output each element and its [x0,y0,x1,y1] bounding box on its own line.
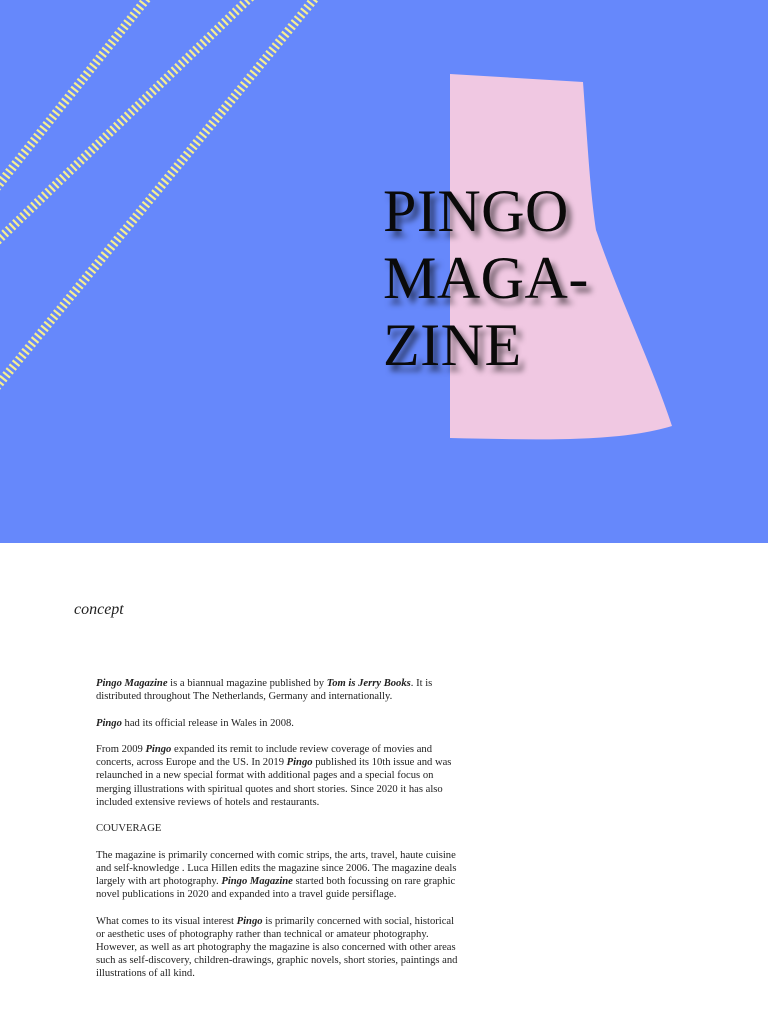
emphasis-pingo-magazine: Pingo Magazine [96,678,168,689]
text: published its 10th issue and was relaunched in a new special format with additional pages and a special focus on merging illustrations with spiritual quotes and short stories. Since 2020 it has also included extensive reviews of hotels and restaurants. [96,757,452,808]
title-line-1: PINGO [383,178,569,244]
paragraph-release [96,717,462,730]
emphasis-pingo: Pingo [236,915,263,927]
paragraph-visual-interest [96,915,462,981]
text: is primarily concerned with social, historical or aesthetic uses of photography rather than technical or amateur photography. However, as well as art photography the magazine is also concerned with other areas such as self-discovery, children-drawings, graphic novels, short stories, paintings and illustrations of all kind. [96,915,458,980]
title-line-2: MAGA- [383,245,589,311]
magazine-title [383,178,589,379]
paragraph-intro [96,677,462,703]
text: started both focussing on rare graphic novel publications in 2020 and expanded into a travel guide persiflage. [96,875,456,901]
text: had its official release in Wales in 2008. [121,717,294,729]
zipper-stripe-2 [0,0,256,248]
text: is a biannual magazine published by [167,678,327,689]
emphasis-pingo: Pingo [96,717,122,729]
text: expanded its remit to include review coverage of movies and concerts, across Europe and the US. In 2019 [96,743,432,769]
emphasis-pingo: Pingo [286,757,313,769]
emphasis-pingo: Pingo [145,743,172,755]
text: From 2009 [96,743,146,755]
concept-heading: concept [74,601,124,618]
emphasis-publisher: Tom is Jerry Books [326,678,411,689]
title-line-3: ZINE [383,312,522,378]
paragraph-history [96,743,462,809]
concept-article [96,677,462,994]
section-label-couverage: COUVERAGE [96,823,162,835]
paragraph-coverage [96,849,462,902]
text: What comes to its visual interest [96,915,237,927]
text: The magazine is primarily concerned with comic strips, the arts, travel, haute cuisine and self-knowledge . Luca Hillen edits the magazine since 2006. The magazine deals largely with art photography. [96,849,457,887]
text: . It is distributed throughout The Netherlands, Germany and internationally. [96,678,433,703]
emphasis-pingo-magazine: Pingo Magazine [221,875,293,887]
zipper-stripe-1 [0,0,152,196]
